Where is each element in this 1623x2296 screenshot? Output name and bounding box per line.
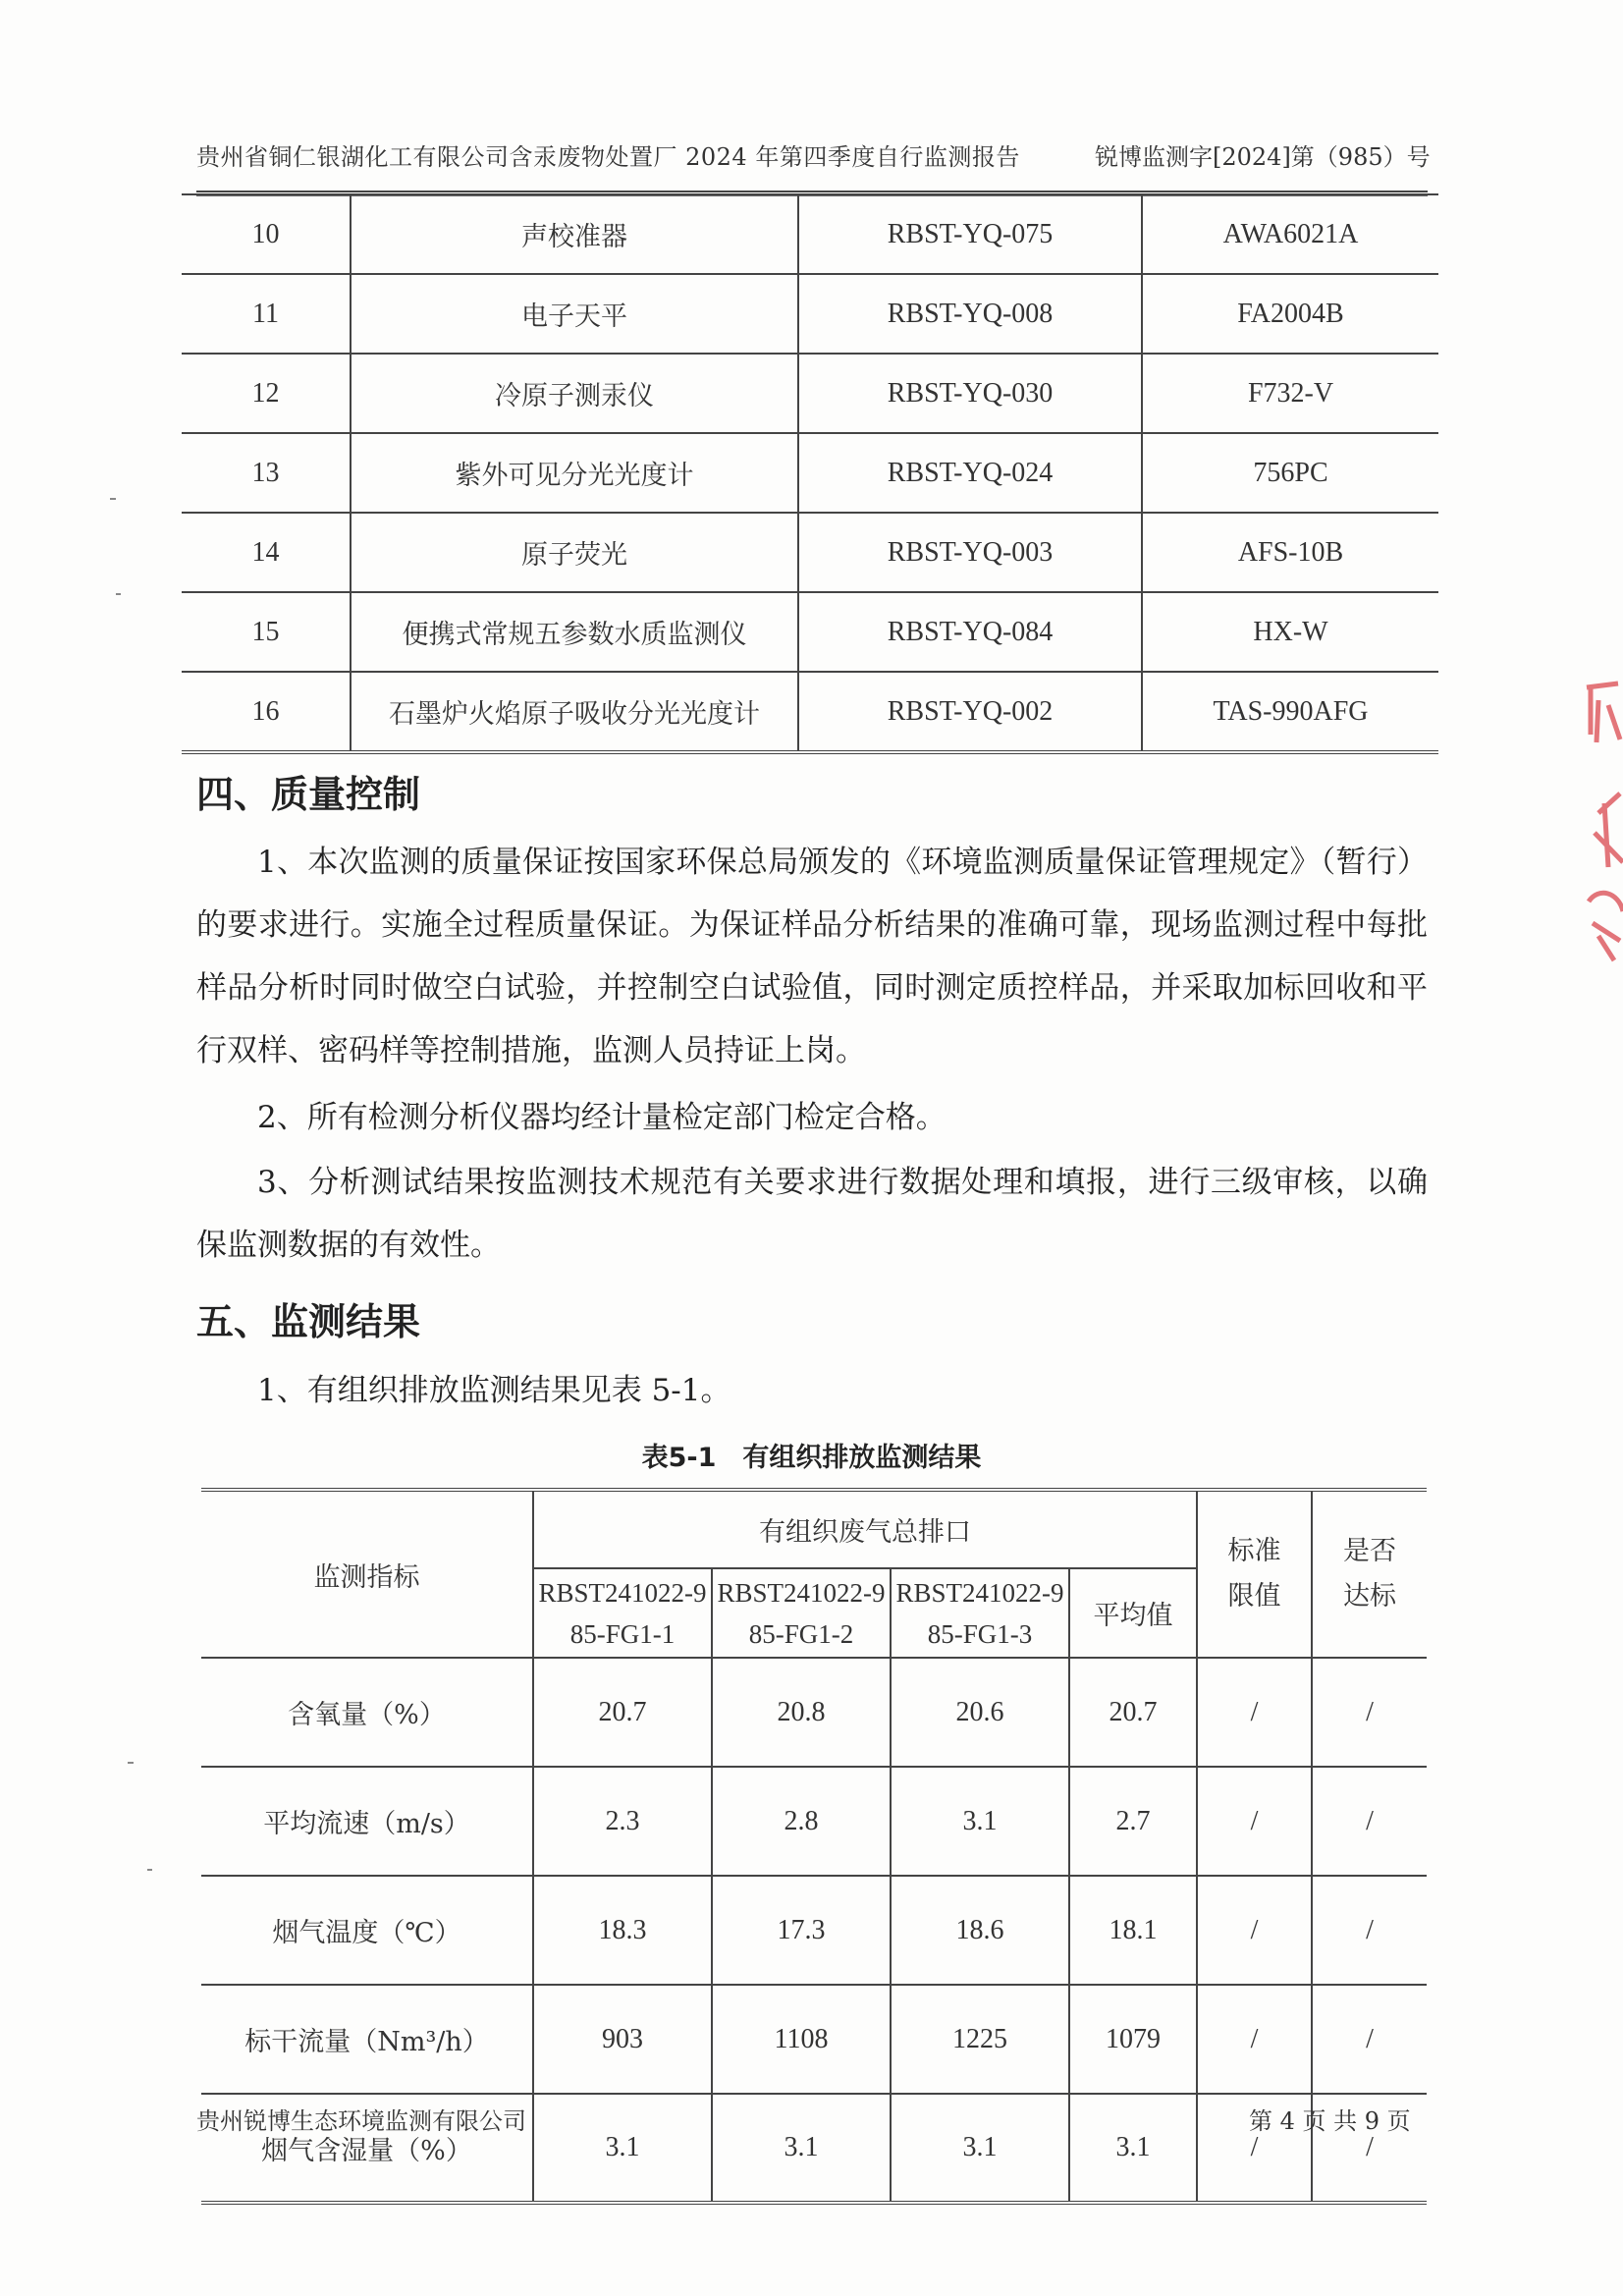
sample-value-1: 18.3: [533, 1876, 712, 1985]
average-value: 1079: [1069, 1985, 1197, 2094]
footer-page-number: 第 4 页 共 9 页: [1249, 2107, 1411, 2135]
sample-value-3: 18.6: [891, 1876, 1069, 1985]
equipment-model: HX-W: [1142, 592, 1438, 672]
equipment-row: [182, 274, 1438, 354]
limit-value: /: [1197, 1658, 1312, 1767]
sample-value-1: 3.1: [533, 2094, 712, 2203]
limit-value: /: [1197, 2094, 1312, 2203]
equipment-id: RBST-YQ-003: [798, 513, 1142, 592]
sample-value-2: 3.1: [712, 2094, 891, 2203]
equipment-model: FA2004B: [1142, 274, 1438, 354]
pass-value: /: [1312, 2094, 1427, 2203]
sample-value-1: 2.3: [533, 1767, 712, 1876]
header-indicator: 监测指标: [201, 1490, 533, 1658]
limit-value: /: [1197, 1767, 1312, 1876]
equipment-model: TAS-990AFG: [1142, 672, 1438, 752]
equipment-model: AWA6021A: [1142, 194, 1438, 274]
indicator-name: 烟气温度（℃）: [201, 1876, 533, 1985]
equipment-name: 便携式常规五参数水质监测仪: [351, 592, 798, 672]
pass-value: /: [1312, 1767, 1427, 1876]
equipment-number: 10: [182, 194, 351, 274]
average-value: 2.7: [1069, 1767, 1197, 1876]
report-number: 锐博监测字[2024]第（985）号: [1095, 143, 1431, 171]
equipment-table: [182, 193, 1438, 754]
equipment-name: 电子天平: [351, 274, 798, 354]
sample-value-2: 1108: [712, 1985, 891, 2094]
scan-speck: [116, 593, 121, 595]
paragraph-quality-3: 3、分析测试结果按监测技术规范有关要求进行数据处理和填报，进行三级审核，以确保监测数据的有效性。: [196, 1165, 1428, 1263]
equipment-id: RBST-YQ-008: [798, 274, 1142, 354]
scan-speck: [128, 1762, 134, 1764]
sample-value-2: 2.8: [712, 1767, 891, 1876]
sample-value-3: 1225: [891, 1985, 1069, 2094]
average-value: 3.1: [1069, 2094, 1197, 2203]
header-outlet-group: 有组织废气总排口: [533, 1490, 1197, 1568]
header-pass-text: 是否达标: [1343, 1536, 1396, 1612]
equipment-row: [182, 194, 1438, 274]
average-value: 18.1: [1069, 1876, 1197, 1985]
indicator-name: 含氧量（%）: [201, 1658, 533, 1767]
header-rule: [196, 191, 1428, 192]
table-title: 表5-1 有组织排放监测结果: [641, 1443, 982, 1473]
header-average: 平均值: [1069, 1568, 1197, 1658]
paragraph-quality-1: 1、本次监测的质量保证按国家环保总局颁发的《环境监测质量保证管理规定》（暂行）的要求进行。实施全过程质量保证。为保证样品分析结果的准确可靠，现场监测过程中每批样品分析时同时做空白试验，并控制空白试验值，同时测定质控样品，并采取加标回收和平行双样、密码样等控制措施，监测人员持证上岗。: [196, 845, 1428, 1068]
results-row: [201, 1985, 1427, 2094]
sample-value-2: 17.3: [712, 1876, 891, 1985]
equipment-number: 11: [182, 274, 351, 354]
indicator-name: 烟气含湿量（%）: [201, 2094, 533, 2203]
equipment-number: 16: [182, 672, 351, 752]
sample-value-2: 20.8: [712, 1658, 891, 1767]
equipment-id: RBST-YQ-075: [798, 194, 1142, 274]
section-title-quality-control: 四、质量控制: [196, 773, 421, 816]
official-seal-fragment: [1569, 666, 1623, 990]
average-value: 20.7: [1069, 1658, 1197, 1767]
sample-value-3: 3.1: [891, 2094, 1069, 2203]
limit-value: /: [1197, 1985, 1312, 2094]
results-row: [201, 1658, 1427, 1767]
equipment-number: 14: [182, 513, 351, 592]
equipment-id: RBST-YQ-084: [798, 592, 1142, 672]
sample-value-3: 20.6: [891, 1658, 1069, 1767]
equipment-number: 13: [182, 433, 351, 513]
paragraph-quality-2: 2、所有检测分析仪器均经计量检定部门检定合格。: [257, 1100, 947, 1135]
header-pass: [1312, 1490, 1427, 1658]
equipment-id: RBST-YQ-002: [798, 672, 1142, 752]
equipment-row: [182, 513, 1438, 592]
equipment-model: AFS-10B: [1142, 513, 1438, 592]
pass-value: /: [1312, 1658, 1427, 1767]
header-sample-3: RBST241022-985-FG1-3: [891, 1568, 1069, 1658]
indicator-name: 标干流量（Nm³/h）: [201, 1985, 533, 2094]
equipment-number: 12: [182, 354, 351, 433]
equipment-row: [182, 592, 1438, 672]
scan-speck: [147, 1869, 152, 1871]
paragraph-results-1: 1、有组织排放监测结果见表 5-1。: [257, 1373, 731, 1408]
section-title-results: 五、监测结果: [196, 1300, 421, 1343]
sample-value-1: 903: [533, 1985, 712, 2094]
equipment-number: 15: [182, 592, 351, 672]
equipment-id: RBST-YQ-030: [798, 354, 1142, 433]
sample-value-3: 3.1: [891, 1767, 1069, 1876]
scan-speck: [110, 498, 116, 500]
equipment-id: RBST-YQ-024: [798, 433, 1142, 513]
indicator-name: 平均流速（m/s）: [201, 1767, 533, 1876]
equipment-row: [182, 672, 1438, 752]
sample-value-1: 20.7: [533, 1658, 712, 1767]
report-header-title: 贵州省铜仁银湖化工有限公司含汞废物处置厂 2024 年第四季度自行监测报告: [196, 143, 1020, 171]
header-sample-2: RBST241022-985-FG1-2: [712, 1568, 891, 1658]
equipment-model: 756PC: [1142, 433, 1438, 513]
limit-value: /: [1197, 1876, 1312, 1985]
pass-value: /: [1312, 1876, 1427, 1985]
equipment-model: F732-V: [1142, 354, 1438, 433]
results-row: [201, 1876, 1427, 1985]
header-sample-1: RBST241022-985-FG1-1: [533, 1568, 712, 1658]
equipment-name: 紫外可见分光光度计: [351, 433, 798, 513]
equipment-name: 声校准器: [351, 194, 798, 274]
equipment-row: [182, 433, 1438, 513]
footer-company: 贵州锐博生态环境监测有限公司: [196, 2107, 526, 2135]
equipment-name: 原子荧光: [351, 513, 798, 592]
equipment-name: 冷原子测汞仪: [351, 354, 798, 433]
equipment-name: 石墨炉火焰原子吸收分光光度计: [351, 672, 798, 752]
results-table: [201, 1488, 1427, 2205]
results-row: [201, 1767, 1427, 1876]
equipment-row: [182, 354, 1438, 433]
header-limit: [1197, 1490, 1312, 1658]
pass-value: /: [1312, 1985, 1427, 2094]
header-limit-text: 标准限值: [1227, 1536, 1281, 1612]
